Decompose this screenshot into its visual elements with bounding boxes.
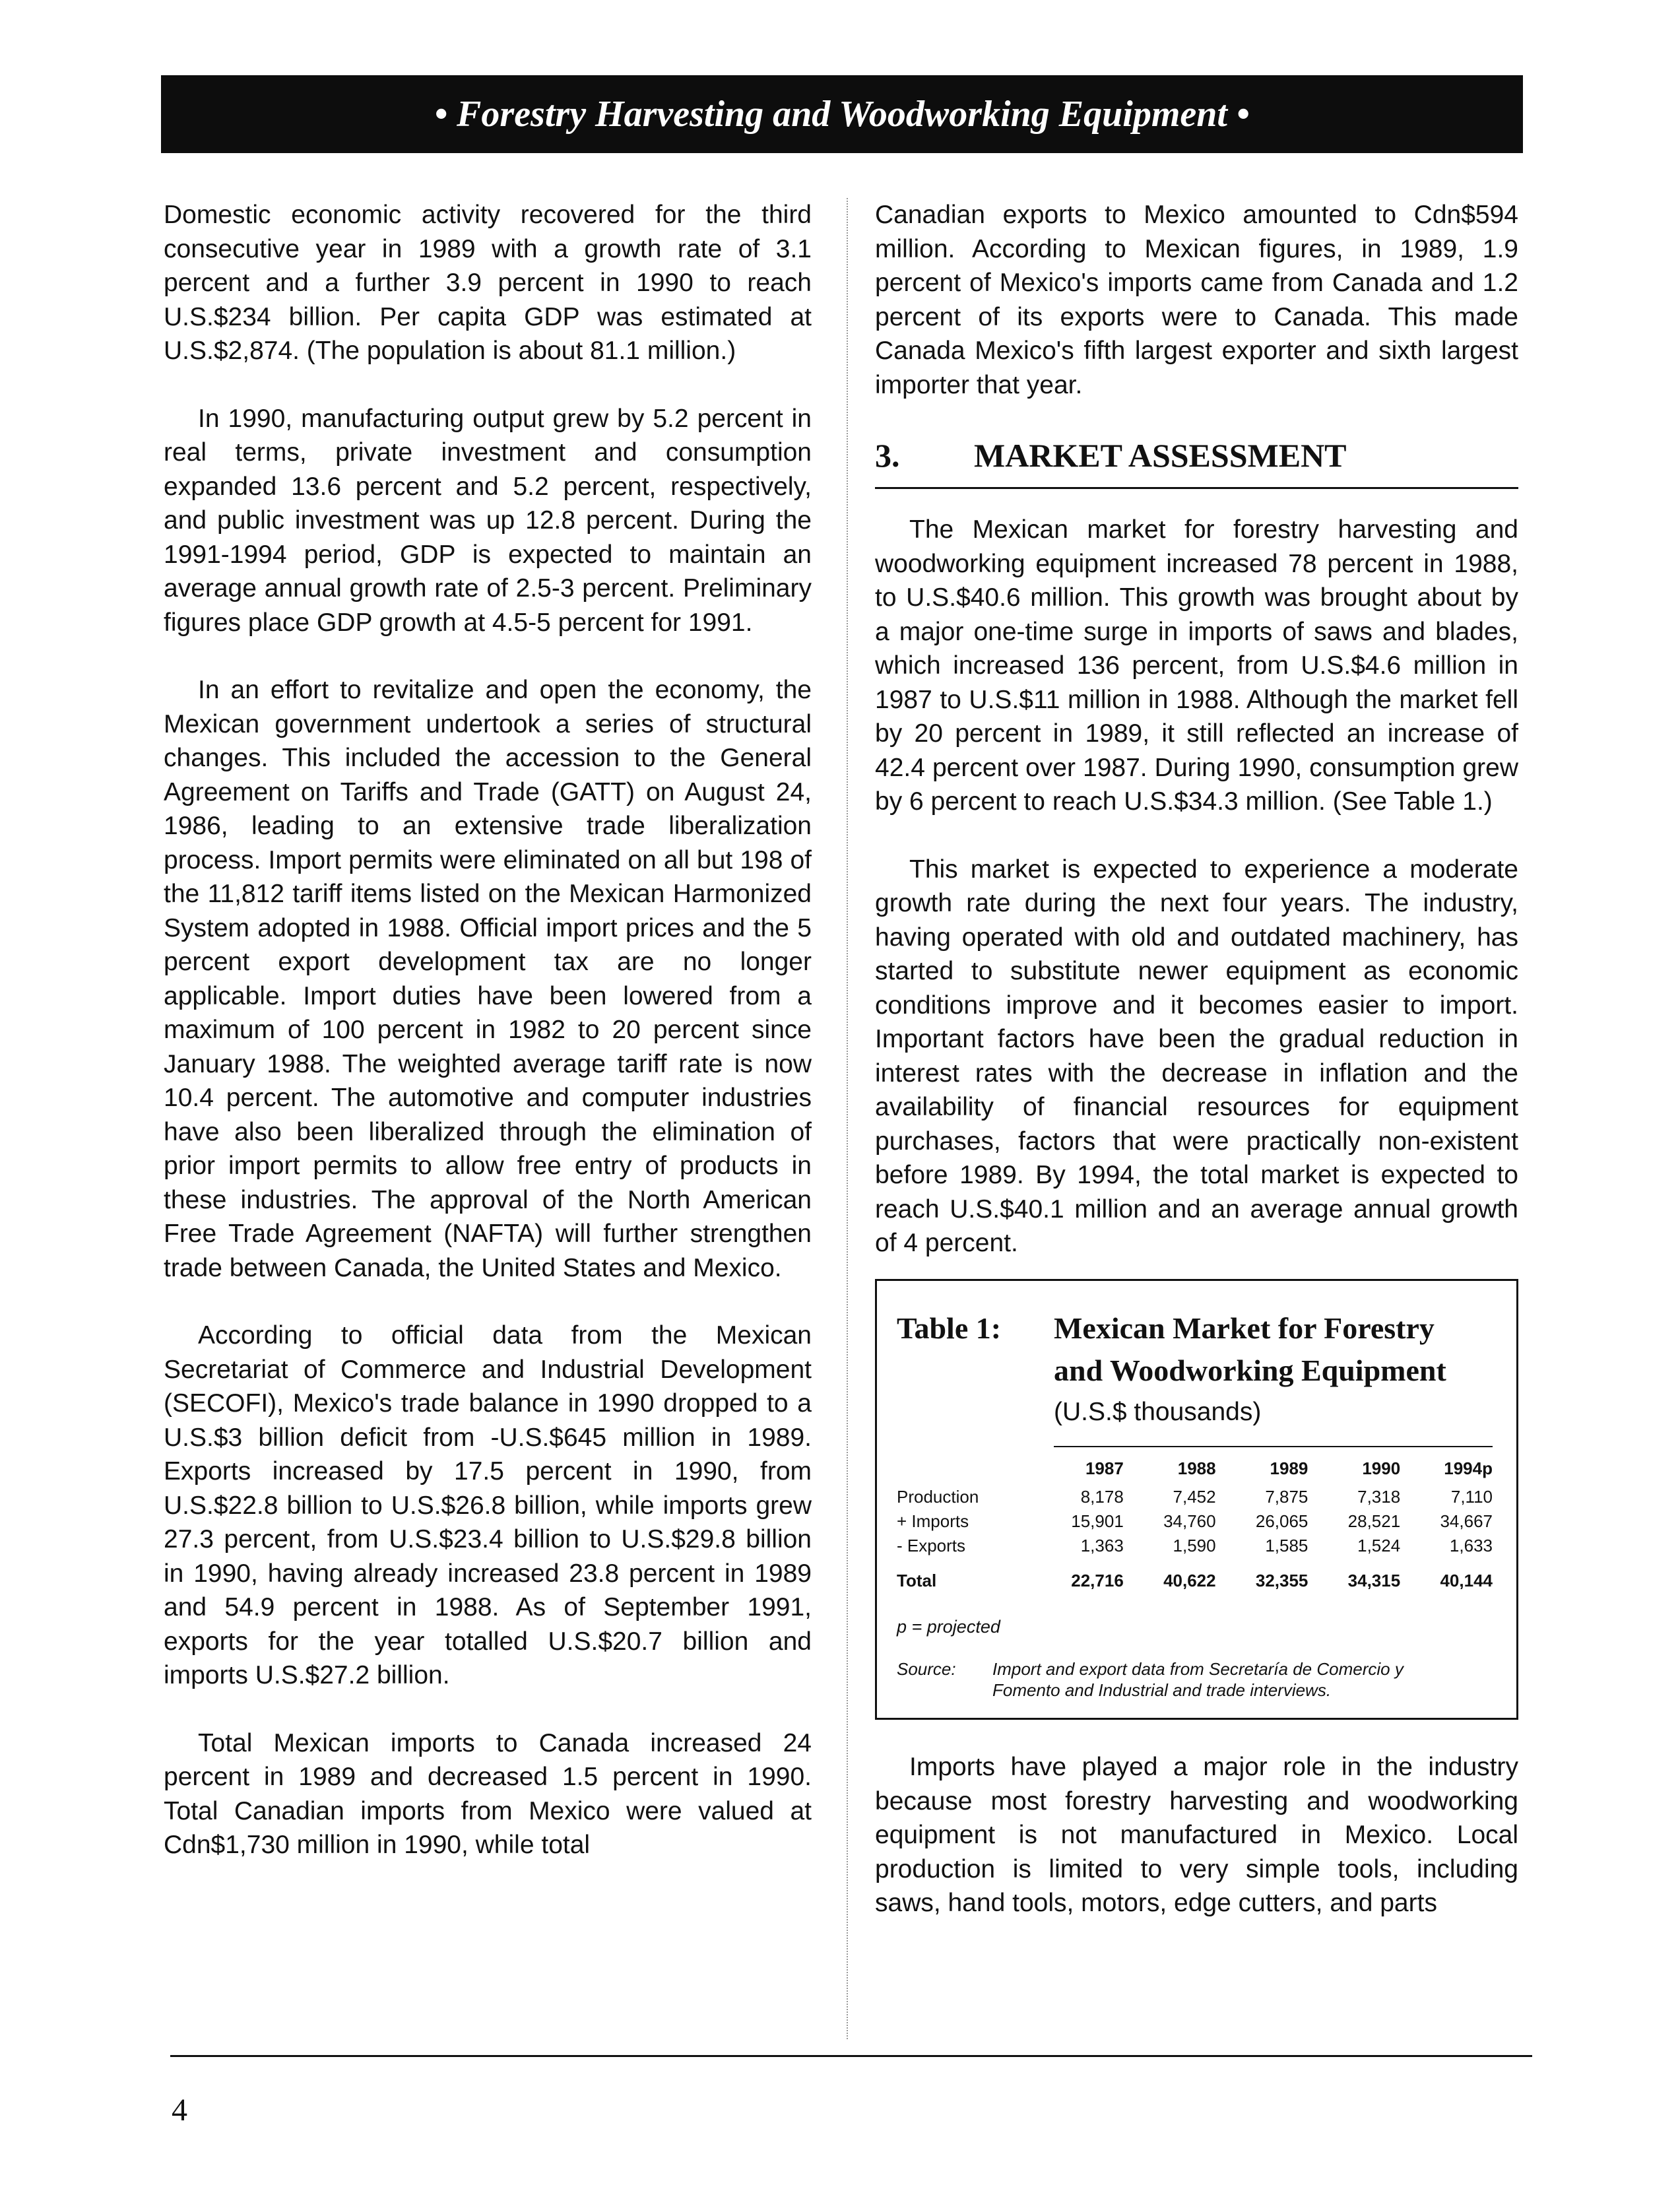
table-cell: 40,622 — [1163, 1570, 1216, 1590]
table-header-row — [897, 1456, 1493, 1485]
table-cell: 32,355 — [1255, 1570, 1308, 1590]
row-label: + Imports — [897, 1511, 969, 1531]
table-source — [897, 1658, 1493, 1701]
column-header: 1990 — [1362, 1458, 1401, 1478]
table-1 — [875, 1279, 1518, 1720]
right-column — [875, 198, 1518, 1954]
table-row — [897, 1534, 1493, 1558]
section-title: MARKET ASSESSMENT — [974, 437, 1347, 474]
row-label: - Exports — [897, 1535, 966, 1555]
table-row — [897, 1509, 1493, 1534]
page-number: 4 — [172, 2093, 187, 2128]
table-cell: 40,144 — [1440, 1570, 1493, 1590]
source-label: Source: — [897, 1659, 956, 1679]
source-line: Import and export data from Secretaría de Comercio y — [992, 1659, 1404, 1679]
table-cell: 1,524 — [1357, 1535, 1401, 1555]
table-cell: 1,585 — [1265, 1535, 1308, 1555]
paragraph: Imports have played a major role in the industry because most forestry harvesting and woodworking equipment is not manufactured in Mexico. Local production is limited to very simple tools, including saws, hand tools, motors, edge cutters, and parts — [875, 1753, 1518, 1917]
source-text — [992, 1658, 1404, 1701]
row-label: Total — [897, 1570, 937, 1590]
paragraph: Total Mexican imports to Canada increased 24 percent in 1989 and decreased 1.5 percent in 1990. Total Canadian imports from Mexico were valued at Cdn$1,730 million in 1990, while total — [164, 1728, 812, 1859]
left-column — [164, 198, 812, 1896]
table-cell: 22,716 — [1071, 1570, 1124, 1590]
table-subtitle: (U.S.$ thousands) — [1054, 1397, 1262, 1426]
table-note: p = projected — [897, 1616, 1000, 1637]
table-cell: 34,760 — [1163, 1511, 1216, 1531]
table-row — [897, 1485, 1493, 1509]
table-cell: 1,363 — [1080, 1535, 1124, 1555]
table-cell: 7,318 — [1357, 1486, 1401, 1507]
column-header: 1988 — [1177, 1458, 1216, 1478]
footer-rule — [170, 2055, 1532, 2057]
row-label: Production — [897, 1486, 979, 1507]
table-cell: 1,590 — [1173, 1535, 1216, 1555]
table-data — [897, 1456, 1493, 1593]
paragraph: The Mexican market for forestry harvesting and woodworking equipment increased 78 percent in 1988, to U.S.$40.6 million. This growth was brought about by a major one-time surge in imports of saws and blades, which increased 136 percent, from U.S.$4.6 million in 1987 to U.S.$11 million in 1988. Although the market fell by 20 percent in 1989, it still reflected an increase of 42.4 percent over 1987. During 1990, consumption grew by 6 percent to reach U.S.$34.3 million. (See Table 1.) — [875, 515, 1518, 816]
paragraph: This market is expected to experience a moderate growth rate during the next four years. The industry, having operated with old and outdated machinery, has started to substitute newer equipment as economic conditions improve and it becomes easier to import. Important factors have been the gradual reduction in interest rates with the decrease in inflation and the availability of financial resources for equipment purchases, factors that were practically non-existent before 1989. By 1994, the total market is expected to reach U.S.$40.1 million and an average annual growth of 4 percent. — [875, 855, 1518, 1257]
table-rule — [1054, 1446, 1493, 1447]
table-cell: 26,065 — [1255, 1511, 1308, 1531]
table-title-line: and Woodworking Equipment — [1054, 1353, 1446, 1387]
table-cell: 7,875 — [1265, 1486, 1308, 1507]
table-title — [897, 1307, 1493, 1429]
table-cell: 15,901 — [1071, 1511, 1124, 1531]
table-cell: 1,633 — [1449, 1535, 1493, 1555]
paragraph: According to official data from the Mexican Secretariat of Commerce and Industrial Development (SECOFI), Mexico's trade balance in 1990 dropped to a U.S.$3 billion deficit from -U.S.$645 million in 1989. Exports increased by 17.5 percent in 1990, from U.S.$22.8 billion to U.S.$26.8 billion, while imports grew 27.3 percent, from U.S.$23.4 billion to U.S.$29.8 billion in 1990, having already increased 23.8 percent in 1989 and 54.9 percent in 1988. As of September 1991, exports for the year totalled U.S.$20.7 billion and imports U.S.$27.2 billion. — [164, 1321, 812, 1689]
header-title: • Forestry Harvesting and Woodworking Equipment • — [434, 94, 1250, 135]
paragraph: In 1990, manufacturing output grew by 5.2 percent in real terms, private investment and consumption expanded 13.6 percent and 5.2 percent, respectively, and public investment was up 12.8 percent. During the 1991-1994 period, GDP is expected to maintain an average annual growth rate of 2.5-3 percent. Preliminary figures place GDP growth at 4.5-5 percent for 1991. — [164, 404, 812, 637]
source-line: Fomento and Industrial and trade interviews. — [992, 1680, 1332, 1700]
table-title-line: Mexican Market for Forestry — [1054, 1311, 1435, 1345]
paragraph: In an effort to revitalize and open the economy, the Mexican government undertook a series of structural changes. This included the accession to the General Agreement on Tariffs and Trade (GATT) on August 24, 1986, leading to an extensive trade liberalization process. Import permits were eliminated on all but 198 of the 11,812 tariff items listed on the Mexican Harmonized System adopted in 1988. Official import prices and the 5 percent export development tax are no longer applicable. Import duties have been lowered from a maximum of 100 percent in 1982 to 20 percent since January 1988. The weighted average tariff rate is now 10.4 percent. The automotive and computer industries have also been liberalized through the elimination of prior import permits to allow free entry of products in these industries. The approval of the North American Free Trade Agreement (NAFTA) will further strengthen trade between Canada, the United States and Mexico. — [164, 676, 812, 1282]
table-cell: 34,315 — [1347, 1570, 1401, 1590]
table-cell: 7,452 — [1173, 1486, 1216, 1507]
table-total-row — [897, 1558, 1493, 1593]
paragraph: Domestic economic activity recovered for the third consecutive year in 1989 with a growth rate of 3.1 percent and a further 3.9 percent in 1990 to reach U.S.$234 billion. Per capita GDP was estimated at U.S.$2,874. (The population is about 81.1 million.) — [164, 201, 812, 365]
table-cell: 28,521 — [1347, 1511, 1401, 1531]
table-label: Table 1: — [897, 1311, 1002, 1345]
table-cell: 34,667 — [1440, 1511, 1493, 1531]
paragraph: Canadian exports to Mexico amounted to Cdn$594 million. According to Mexican figures, in 1989, 1.9 percent of Mexico's imports came from Canada and 1.2 percent of its exports were to Canada. This made Canada Mexico's fifth largest exporter and sixth largest importer that year. — [875, 201, 1518, 399]
column-header-blank — [897, 1456, 1031, 1485]
column-header: 1987 — [1085, 1458, 1124, 1478]
column-header: 1994p — [1444, 1458, 1493, 1478]
page-header — [161, 75, 1523, 153]
table-cell: 8,178 — [1080, 1486, 1124, 1507]
section-number: 3. — [875, 437, 900, 474]
section-heading — [875, 436, 1518, 489]
table-cell: 7,110 — [1450, 1486, 1493, 1507]
column-divider — [847, 198, 848, 2039]
column-header: 1989 — [1270, 1458, 1308, 1478]
